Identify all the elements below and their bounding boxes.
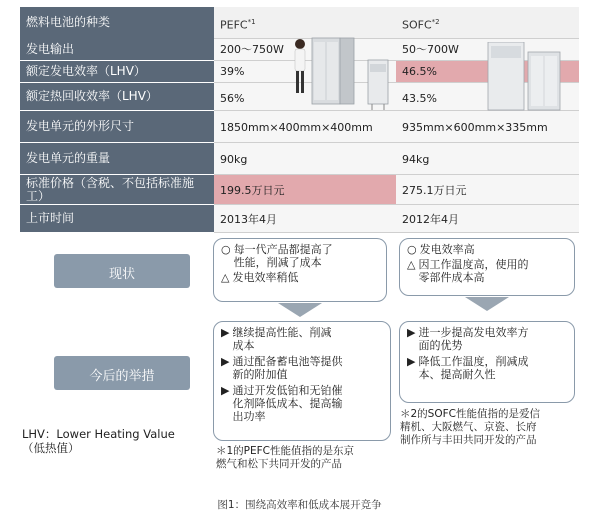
sofc-status-text: 发电效率高 xyxy=(419,243,475,256)
pefc-future-text: 继续提高性能、削减 成本 xyxy=(232,326,332,352)
pefc-status-text: 发电效率稍低 xyxy=(232,271,299,284)
pefc-status-text: 每一代产品都提高了 性能，削减了成本 xyxy=(233,243,333,269)
triangle-icon: △ xyxy=(407,258,416,271)
pefc-future-item xyxy=(221,355,383,381)
sofc-status-item xyxy=(407,258,567,284)
pefc-dimensions: 1850mm×400mm×400mm xyxy=(214,111,396,143)
pefc-status-item xyxy=(221,243,379,269)
pefc-efficiency: 39% xyxy=(214,61,396,83)
sofc-footnote-marker: *2 xyxy=(431,18,440,26)
pefc-title: PEFC xyxy=(220,18,248,32)
row-label-weight: 发电单元的重量 xyxy=(20,143,214,175)
arrow-right-icon: ▶ xyxy=(407,355,416,368)
sofc-status-text: 因工作温度高，使用的 零部件成本高 xyxy=(418,258,529,284)
arrow-right-icon: ▶ xyxy=(221,384,230,397)
pefc-future-text: 通过开发低铂和无铂催 化剂降低成本、提高输 出功率 xyxy=(232,384,343,423)
pefc-price: 199.5万日元 xyxy=(214,175,396,205)
pefc-footnote-marker: *1 xyxy=(247,18,256,26)
row-label-efficiency: 额定发电效率（LHV） xyxy=(20,61,214,83)
sofc-status-box xyxy=(399,238,575,296)
triangle-icon: △ xyxy=(221,271,230,284)
pefc-future-item xyxy=(221,326,383,352)
sofc-weight: 94kg xyxy=(396,143,579,175)
figure-caption: 图1：围绕高效率和低成本展开竞争 xyxy=(217,499,382,511)
sofc-future-text: 进一步提高发电效率方 面的优势 xyxy=(418,326,529,352)
pefc-future-item xyxy=(221,384,383,423)
sofc-unit-image xyxy=(486,42,564,112)
row-label-output: 发电输出 xyxy=(20,39,214,61)
sofc-heat-recovery: 43.5% xyxy=(396,83,579,111)
arrow-right-icon: ▶ xyxy=(407,326,416,339)
lhv-note: LHV：Lower Heating Value （低热值） xyxy=(22,427,175,455)
future-label: 今后的举措 xyxy=(54,356,190,390)
pefc-weight: 90kg xyxy=(214,143,396,175)
sofc-efficiency: 46.5% xyxy=(396,61,579,83)
pefc-status-item xyxy=(221,271,379,284)
sofc-price: 275.1万日元 xyxy=(396,175,579,205)
circle-icon: ○ xyxy=(407,243,417,256)
sofc-future-box xyxy=(399,321,575,403)
sofc-future-item xyxy=(407,326,567,352)
pefc-status-box xyxy=(213,238,387,302)
row-label-dimensions: 发电单元的外形尺寸 xyxy=(20,111,214,143)
arrow-right-icon: ▶ xyxy=(221,355,230,368)
sofc-release: 2012年4月 xyxy=(396,205,579,233)
status-label: 现状 xyxy=(54,254,190,288)
pefc-down-arrow-icon xyxy=(278,303,322,317)
circle-icon: ○ xyxy=(221,243,231,256)
sofc-footnote: ＊2的SOFC性能值指的是爱信 精机、大阪燃气、京瓷、长府 制作所与丰田共同开发的产品 xyxy=(400,408,540,446)
sofc-output: 50～700W xyxy=(396,39,579,61)
sofc-title: SOFC xyxy=(402,18,432,32)
pefc-future-box xyxy=(213,321,391,441)
pefc-output: 200～750W xyxy=(214,39,396,61)
sofc-future-text: 降低工作温度，削减成 本、提高耐久性 xyxy=(418,355,529,381)
sofc-dimensions: 935mm×600mm×335mm xyxy=(396,111,579,143)
row-label-heat-recovery: 额定热回收效率（LHV） xyxy=(20,83,214,111)
pefc-future-text: 通过配备蓄电池等提供 新的附加值 xyxy=(232,355,343,381)
pefc-footnote: ＊1的PEFC性能值指的是东京 燃气和松下共同开发的产品 xyxy=(216,445,355,470)
arrow-right-icon: ▶ xyxy=(221,326,230,339)
row-label-price: 标准价格（含税、不包括标准施工） xyxy=(20,175,214,205)
sofc-status-item xyxy=(407,243,567,256)
table-header-sofc xyxy=(396,7,579,39)
sofc-future-item xyxy=(407,355,567,381)
table-header-label: 燃料电池的种类 xyxy=(20,7,214,39)
pefc-unit-with-person-image xyxy=(288,32,396,114)
pefc-release: 2013年4月 xyxy=(214,205,396,233)
pefc-heat-recovery: 56% xyxy=(214,83,396,111)
sofc-down-arrow-icon xyxy=(465,297,509,311)
row-label-release: 上市时间 xyxy=(20,205,214,233)
